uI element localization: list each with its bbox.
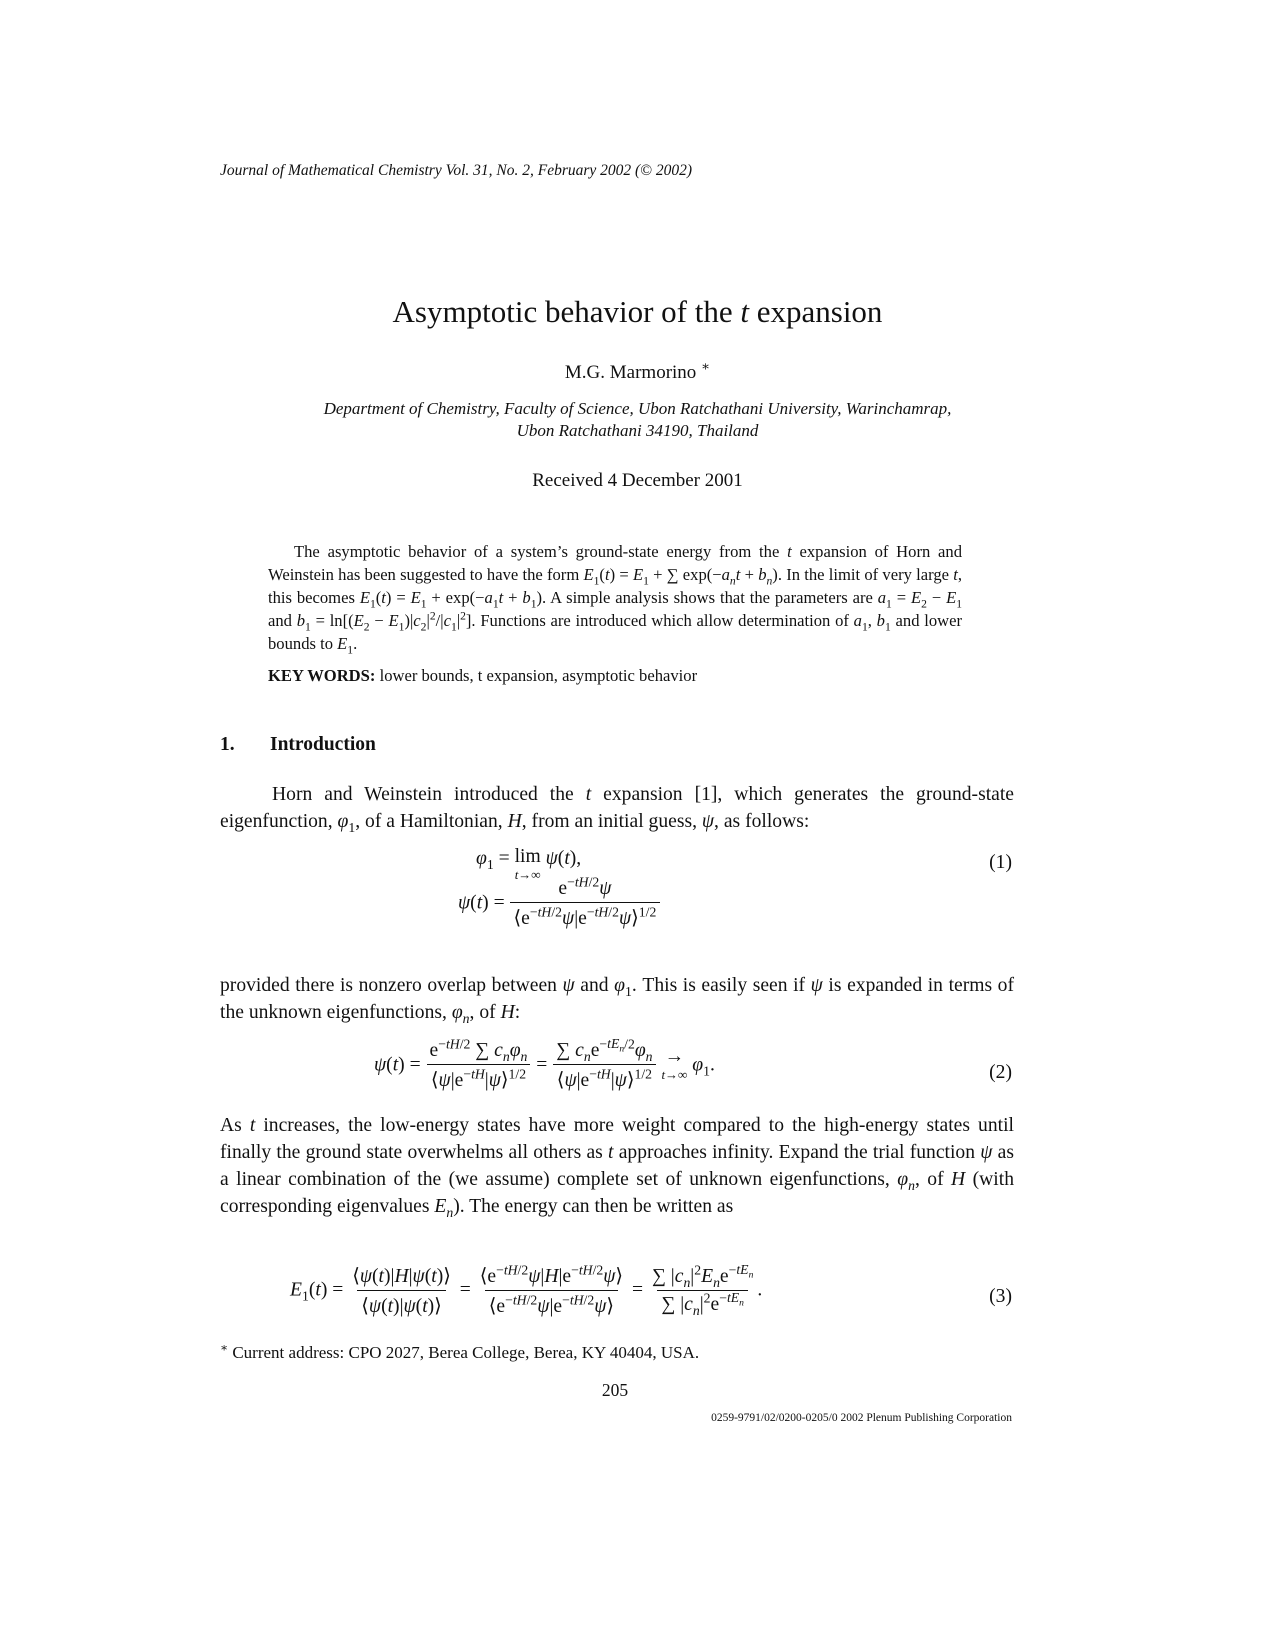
footnote-mark: ∗ (220, 1340, 229, 1355)
equation-1b: ψ(t) = $\frac{e^{-tH/2}\psi}{⟨e^{-tH/2}\psi|e^{-tH/2}\psi⟩^{1/2}}$ (458, 878, 660, 930)
affiliation-line-2: Ubon Ratchathani 34190, Thailand (516, 421, 759, 440)
page-number: 205 (601, 1380, 629, 1400)
paper-title (0, 294, 1275, 330)
equation-2: ψ(t) = $\frac{e^{-tH/2} \sum c_n\varphi_n}{⟨\psi|e^{-tH}|\psi⟩^{1/2}}$ = $\frac{\sum c_ne^{-tE_n/2}\varphi_n}{⟨\psi|e^{-tH}|\psi⟩^{1/2}}$ → t→∞ $\varphi_1$. (374, 1036, 715, 1091)
footnote-text: Current address: CPO 2027, Berea College, Berea, KY 40404, USA. (232, 1343, 700, 1362)
author-footnote-mark: ∗ (701, 358, 711, 374)
keywords-text: lower bounds, t expansion, asymptotic behavior (379, 666, 698, 685)
intro-paragraph-1: Horn and Weinstein introduced the t expansion [1], which generates the ground-state eigenfunction, $\varphi_1$, of a Hamiltonian, H, from an initial guess, ψ, as follows: (220, 784, 1014, 835)
title-text-pre: Asymptotic behavior of the (392, 294, 733, 329)
copyright-line: 0259-9791/02/0200-0205/0 2002 Plenum Publishing Corporation (711, 1412, 1012, 1424)
title-variable: t (740, 294, 749, 329)
equation-1a: $\varphi_1$ = lim t→∞ ψ(t), (476, 846, 582, 882)
affiliation (250, 398, 1025, 442)
equation-3-number: (3) (989, 1286, 1012, 1307)
equation-3: $E_1(t)$ = $\frac{⟨\psi(t)|H|\psi(t)⟩}{⟨\psi(t)|\psi(t)⟩}$ = $\frac{⟨e^{-tH/2}\psi|H|e^{-tH/2}\psi⟩}{⟨e^{-tH/2}\psi|e^{-tH/2}\psi⟩}$ = $\frac{\sum |c_n|^2E_ne^{-tE_n}}{\sum |c_n|^2e^{-tE_n}}$ . (290, 1262, 763, 1318)
keywords-label: KEY WORDS: (268, 666, 376, 685)
equation-2-number: (2) (989, 1062, 1012, 1083)
equation-1-number: (1) (989, 852, 1012, 873)
abstract: The asymptotic behavior of a system’s ground-state energy from the t expansion of Horn and Weinstein has been suggested to have the form $E_1(t) = E_1$ + ∑ $\exp(-a_nt + b_n)$. In the limit of very large t, this becomes $E_1(t) = E_1 + \exp(-a_1t + b_1)$. A simple analysis shows that the parameters are $a_1 = E_2 - E_1$ and $b_1 = \ln[(E_2 - E_1)|c_2|^2/|c_1|^2]$. Functions are introduced which allow determination of $a_1$, $b_1$ and lower bounds to $E_1$. (268, 542, 963, 657)
affiliation-line-1: Department of Chemistry, Faculty of Science, Ubon Ratchathani University, Warinchamrap, (323, 399, 952, 418)
title-text-post: expansion (756, 294, 883, 329)
section-number: 1. (220, 734, 235, 755)
journal-header: Journal of Mathematical Chemistry Vol. 31, No. 2, February 2002 (© 2002) (220, 162, 692, 179)
section-title: Introduction (270, 734, 376, 755)
author-line (0, 358, 1275, 384)
author-name: M.G. Marmorino (564, 362, 697, 383)
footnote (220, 1340, 700, 1363)
keywords (268, 666, 697, 686)
intro-paragraph-3: As t increases, the low-energy states have more weight compared to the high-energy states until finally the ground state overwhelms all others as t approaches infinity. Expand the trial function ψ as a linear combination of the (we assume) complete set of unknown eigenfunctions, $\varphi_n$, of H (with corresponding eigenvalues $E_n$). The energy can then be written as (220, 1115, 1015, 1220)
received-date: Received 4 December 2001 (532, 470, 743, 491)
intro-paragraph-2: provided there is nonzero overlap between ψ and $\varphi_1$. This is easily seen if ψ is expanded in terms of the unknown eigenfunctions, $\varphi_n$, of H: (220, 975, 1015, 1026)
